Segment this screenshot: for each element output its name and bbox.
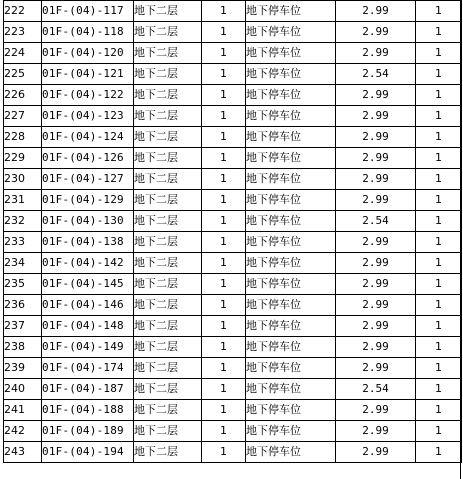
space-code-cell: 01F-(04)-118 bbox=[42, 22, 134, 43]
floor-cell: 地下二层 bbox=[134, 127, 202, 148]
area-cell: 2.99 bbox=[336, 253, 416, 274]
count-cell: 1 bbox=[416, 337, 462, 358]
space-code-cell: 01F-(04)-124 bbox=[42, 127, 134, 148]
count-cell: 1 bbox=[416, 43, 462, 64]
quantity-cell: 1 bbox=[202, 43, 246, 64]
quantity-cell: 1 bbox=[202, 1, 246, 22]
floor-cell: 地下二层 bbox=[134, 64, 202, 85]
usage-cell: 地下停车位 bbox=[246, 442, 336, 463]
usage-cell: 地下停车位 bbox=[246, 274, 336, 295]
space-code-cell: 01F-(04)-130 bbox=[42, 211, 134, 232]
space-code-cell: 01F-(04)-174 bbox=[42, 358, 134, 379]
row-number-cell: 226 bbox=[4, 85, 42, 106]
table-row bbox=[4, 316, 462, 337]
floor-cell: 地下二层 bbox=[134, 22, 202, 43]
floor-cell: 地下二层 bbox=[134, 379, 202, 400]
space-code-cell: 01F-(04)-120 bbox=[42, 43, 134, 64]
row-number-cell: 241 bbox=[4, 400, 42, 421]
count-cell: 1 bbox=[416, 64, 462, 85]
space-code-cell: 01F-(04)-142 bbox=[42, 253, 134, 274]
quantity-cell: 1 bbox=[202, 274, 246, 295]
count-cell: 1 bbox=[416, 295, 462, 316]
floor-cell: 地下二层 bbox=[134, 253, 202, 274]
area-cell: 2.99 bbox=[336, 442, 416, 463]
space-code-cell: 01F-(04)-127 bbox=[42, 169, 134, 190]
quantity-cell: 1 bbox=[202, 190, 246, 211]
row-number-cell: 230 bbox=[4, 169, 42, 190]
floor-cell: 地下二层 bbox=[134, 337, 202, 358]
area-cell: 2.99 bbox=[336, 127, 416, 148]
count-cell: 1 bbox=[416, 85, 462, 106]
floor-cell: 地下二层 bbox=[134, 148, 202, 169]
count-cell: 1 bbox=[416, 22, 462, 43]
usage-cell: 地下停车位 bbox=[246, 211, 336, 232]
area-cell: 2.99 bbox=[336, 22, 416, 43]
usage-cell: 地下停车位 bbox=[246, 190, 336, 211]
quantity-cell: 1 bbox=[202, 400, 246, 421]
table-body bbox=[4, 1, 462, 463]
space-code-cell: 01F-(04)-138 bbox=[42, 232, 134, 253]
count-cell: 1 bbox=[416, 379, 462, 400]
table-row bbox=[4, 190, 462, 211]
table-row bbox=[4, 337, 462, 358]
table-right-border bbox=[460, 0, 461, 479]
table-row bbox=[4, 421, 462, 442]
usage-cell: 地下停车位 bbox=[246, 64, 336, 85]
floor-cell: 地下二层 bbox=[134, 274, 202, 295]
area-cell: 2.99 bbox=[336, 295, 416, 316]
count-cell: 1 bbox=[416, 400, 462, 421]
table-row bbox=[4, 169, 462, 190]
area-cell: 2.99 bbox=[336, 148, 416, 169]
area-cell: 2.99 bbox=[336, 106, 416, 127]
table-row bbox=[4, 232, 462, 253]
count-cell: 1 bbox=[416, 169, 462, 190]
area-cell: 2.99 bbox=[336, 400, 416, 421]
area-cell: 2.54 bbox=[336, 64, 416, 85]
row-number-cell: 235 bbox=[4, 274, 42, 295]
quantity-cell: 1 bbox=[202, 127, 246, 148]
space-code-cell: 01F-(04)-126 bbox=[42, 148, 134, 169]
row-number-cell: 225 bbox=[4, 64, 42, 85]
usage-cell: 地下停车位 bbox=[246, 421, 336, 442]
area-cell: 2.99 bbox=[336, 1, 416, 22]
quantity-cell: 1 bbox=[202, 85, 246, 106]
table-row bbox=[4, 400, 462, 421]
table-row bbox=[4, 22, 462, 43]
usage-cell: 地下停车位 bbox=[246, 232, 336, 253]
area-cell: 2.99 bbox=[336, 85, 416, 106]
count-cell: 1 bbox=[416, 274, 462, 295]
space-code-cell: 01F-(04)-187 bbox=[42, 379, 134, 400]
area-cell: 2.99 bbox=[336, 358, 416, 379]
count-cell: 1 bbox=[416, 106, 462, 127]
table-row bbox=[4, 253, 462, 274]
table-row bbox=[4, 43, 462, 64]
floor-cell: 地下二层 bbox=[134, 442, 202, 463]
floor-cell: 地下二层 bbox=[134, 43, 202, 64]
usage-cell: 地下停车位 bbox=[246, 127, 336, 148]
table-row bbox=[4, 106, 462, 127]
area-cell: 2.99 bbox=[336, 274, 416, 295]
count-cell: 1 bbox=[416, 211, 462, 232]
quantity-cell: 1 bbox=[202, 22, 246, 43]
count-cell: 1 bbox=[416, 421, 462, 442]
area-cell: 2.99 bbox=[336, 316, 416, 337]
area-cell: 2.99 bbox=[336, 43, 416, 64]
usage-cell: 地下停车位 bbox=[246, 43, 336, 64]
floor-cell: 地下二层 bbox=[134, 232, 202, 253]
table-row bbox=[4, 64, 462, 85]
table-row bbox=[4, 85, 462, 106]
floor-cell: 地下二层 bbox=[134, 358, 202, 379]
table-row bbox=[4, 442, 462, 463]
row-number-cell: 223 bbox=[4, 22, 42, 43]
count-cell: 1 bbox=[416, 148, 462, 169]
usage-cell: 地下停车位 bbox=[246, 22, 336, 43]
floor-cell: 地下二层 bbox=[134, 1, 202, 22]
row-number-cell: 224 bbox=[4, 43, 42, 64]
row-number-cell: 233 bbox=[4, 232, 42, 253]
table-row bbox=[4, 295, 462, 316]
row-number-cell: 222 bbox=[4, 1, 42, 22]
row-number-cell: 228 bbox=[4, 127, 42, 148]
space-code-cell: 01F-(04)-121 bbox=[42, 64, 134, 85]
row-number-cell: 237 bbox=[4, 316, 42, 337]
space-code-cell: 01F-(04)-123 bbox=[42, 106, 134, 127]
row-number-cell: 229 bbox=[4, 148, 42, 169]
space-code-cell: 01F-(04)-189 bbox=[42, 421, 134, 442]
row-number-cell: 238 bbox=[4, 337, 42, 358]
quantity-cell: 1 bbox=[202, 337, 246, 358]
usage-cell: 地下停车位 bbox=[246, 253, 336, 274]
space-code-cell: 01F-(04)-188 bbox=[42, 400, 134, 421]
space-code-cell: 01F-(04)-129 bbox=[42, 190, 134, 211]
quantity-cell: 1 bbox=[202, 232, 246, 253]
quantity-cell: 1 bbox=[202, 358, 246, 379]
usage-cell: 地下停车位 bbox=[246, 379, 336, 400]
table-row bbox=[4, 148, 462, 169]
count-cell: 1 bbox=[416, 232, 462, 253]
usage-cell: 地下停车位 bbox=[246, 400, 336, 421]
row-number-cell: 239 bbox=[4, 358, 42, 379]
floor-cell: 地下二层 bbox=[134, 421, 202, 442]
usage-cell: 地下停车位 bbox=[246, 169, 336, 190]
quantity-cell: 1 bbox=[202, 211, 246, 232]
table-row bbox=[4, 379, 462, 400]
usage-cell: 地下停车位 bbox=[246, 106, 336, 127]
row-number-cell: 232 bbox=[4, 211, 42, 232]
area-cell: 2.99 bbox=[336, 169, 416, 190]
floor-cell: 地下二层 bbox=[134, 106, 202, 127]
area-cell: 2.54 bbox=[336, 211, 416, 232]
usage-cell: 地下停车位 bbox=[246, 295, 336, 316]
quantity-cell: 1 bbox=[202, 379, 246, 400]
quantity-cell: 1 bbox=[202, 148, 246, 169]
count-cell: 1 bbox=[416, 316, 462, 337]
row-number-cell: 243 bbox=[4, 442, 42, 463]
count-cell: 1 bbox=[416, 253, 462, 274]
area-cell: 2.99 bbox=[336, 190, 416, 211]
count-cell: 1 bbox=[416, 442, 462, 463]
space-code-cell: 01F-(04)-122 bbox=[42, 85, 134, 106]
quantity-cell: 1 bbox=[202, 421, 246, 442]
row-number-cell: 240 bbox=[4, 379, 42, 400]
space-code-cell: 01F-(04)-145 bbox=[42, 274, 134, 295]
quantity-cell: 1 bbox=[202, 316, 246, 337]
area-cell: 2.99 bbox=[336, 232, 416, 253]
floor-cell: 地下二层 bbox=[134, 316, 202, 337]
area-cell: 2.99 bbox=[336, 421, 416, 442]
table-row bbox=[4, 127, 462, 148]
floor-cell: 地下二层 bbox=[134, 295, 202, 316]
space-code-cell: 01F-(04)-148 bbox=[42, 316, 134, 337]
floor-cell: 地下二层 bbox=[134, 400, 202, 421]
usage-cell: 地下停车位 bbox=[246, 337, 336, 358]
usage-cell: 地下停车位 bbox=[246, 358, 336, 379]
floor-cell: 地下二层 bbox=[134, 190, 202, 211]
floor-cell: 地下二层 bbox=[134, 85, 202, 106]
parking-space-table bbox=[3, 0, 462, 463]
row-number-cell: 242 bbox=[4, 421, 42, 442]
quantity-cell: 1 bbox=[202, 64, 246, 85]
usage-cell: 地下停车位 bbox=[246, 1, 336, 22]
area-cell: 2.99 bbox=[336, 337, 416, 358]
quantity-cell: 1 bbox=[202, 295, 246, 316]
row-number-cell: 234 bbox=[4, 253, 42, 274]
table-row bbox=[4, 358, 462, 379]
usage-cell: 地下停车位 bbox=[246, 316, 336, 337]
count-cell: 1 bbox=[416, 358, 462, 379]
floor-cell: 地下二层 bbox=[134, 211, 202, 232]
floor-cell: 地下二层 bbox=[134, 169, 202, 190]
space-code-cell: 01F-(04)-117 bbox=[42, 1, 134, 22]
space-code-cell: 01F-(04)-146 bbox=[42, 295, 134, 316]
row-number-cell: 231 bbox=[4, 190, 42, 211]
count-cell: 1 bbox=[416, 190, 462, 211]
area-cell: 2.54 bbox=[336, 379, 416, 400]
space-code-cell: 01F-(04)-149 bbox=[42, 337, 134, 358]
quantity-cell: 1 bbox=[202, 253, 246, 274]
table-row bbox=[4, 211, 462, 232]
table-row bbox=[4, 274, 462, 295]
quantity-cell: 1 bbox=[202, 169, 246, 190]
row-number-cell: 236 bbox=[4, 295, 42, 316]
table-row bbox=[4, 1, 462, 22]
usage-cell: 地下停车位 bbox=[246, 85, 336, 106]
count-cell: 1 bbox=[416, 1, 462, 22]
quantity-cell: 1 bbox=[202, 442, 246, 463]
space-code-cell: 01F-(04)-194 bbox=[42, 442, 134, 463]
row-number-cell: 227 bbox=[4, 106, 42, 127]
usage-cell: 地下停车位 bbox=[246, 148, 336, 169]
count-cell: 1 bbox=[416, 127, 462, 148]
quantity-cell: 1 bbox=[202, 106, 246, 127]
